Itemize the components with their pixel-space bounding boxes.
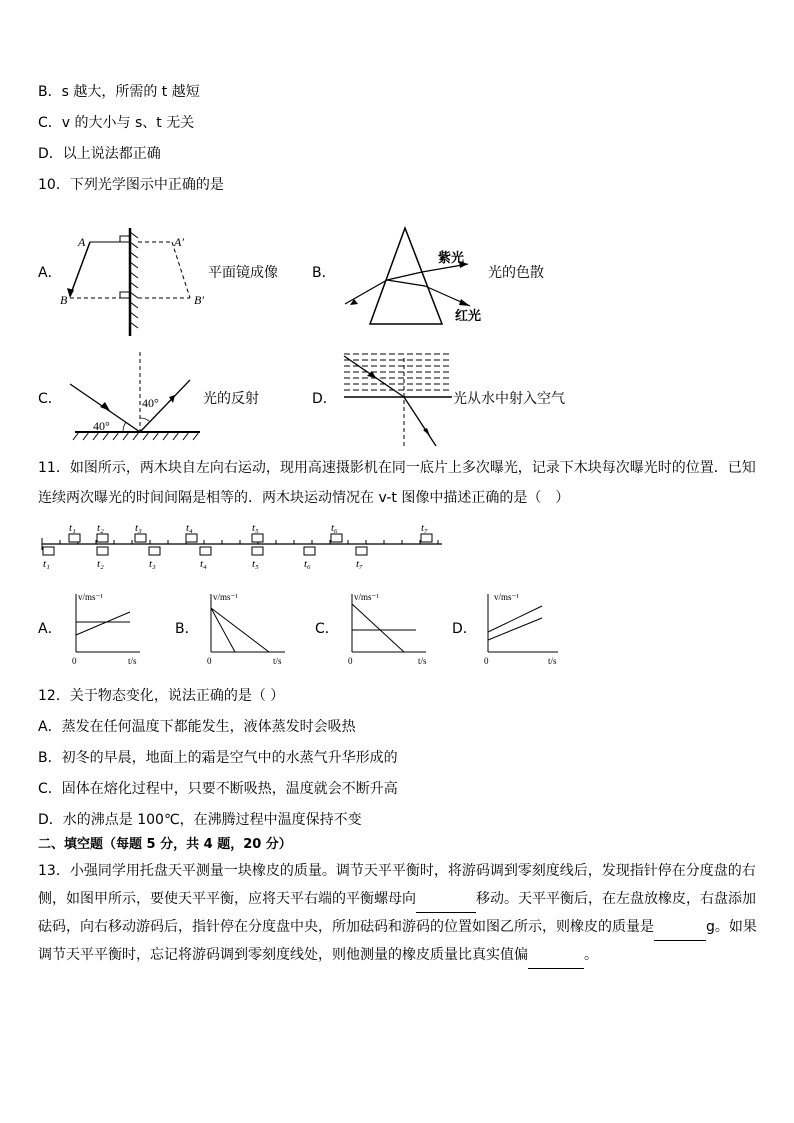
point-b-label: B [60, 293, 68, 307]
vt-graph-a [62, 590, 147, 668]
q10-c-label: C． [38, 391, 62, 407]
exposure-strip-diagram [38, 520, 448, 570]
q13-blank-3[interactable] [528, 950, 584, 969]
q12-stem: 12．关于物态变化，说法正确的是（ ） [38, 688, 285, 704]
q10-b-caption: 光的色散 [488, 265, 544, 281]
y-axis-label: v/ms⁻¹ [78, 592, 103, 602]
violet-light-label: 紫光 [438, 250, 465, 265]
q10-d-label: D． [312, 391, 337, 407]
prism-dispersion-diagram [340, 228, 490, 328]
q11-graph-a-label: A． [38, 621, 62, 637]
q11-graph-c-label: C． [315, 621, 339, 637]
bottom-time-label: t₅ [252, 558, 259, 570]
q13-paragraph [38, 857, 762, 969]
origin-label: 0 [207, 656, 212, 666]
q10-stem: 10．下列光学图示中正确的是 [38, 177, 224, 193]
q11-stem-line1: 11．如图所示，两木块自左向右运动，现用高速摄影机在同一底片上多次曝光，记录下木块每次曝光时的位置．已知 [38, 460, 756, 476]
x-axis-label: t/s [548, 656, 557, 666]
q12-option-d: D．水的沸点是 100℃，在沸腾过程中温度保持不变 [38, 812, 362, 828]
point-a-prime-label: A′ [174, 235, 184, 249]
q13-blank-1[interactable] [416, 894, 476, 913]
top-time-label: t₃ [135, 522, 142, 534]
top-time-label: t₄ [186, 522, 193, 534]
vt-graph-c [338, 590, 433, 668]
q9-option-d: D．以上说法都正确 [38, 146, 161, 162]
section-heading: 二、填空题（每题 5 分，共 4 题，20 分） [38, 837, 292, 852]
point-a-label: A [78, 235, 86, 249]
y-axis-label: v/ms⁻¹ [213, 592, 238, 602]
q11-graph-b-label: B． [175, 621, 199, 637]
q13-text-4: 。 [584, 947, 598, 963]
bottom-time-label: t₆ [304, 558, 311, 570]
q10-a-caption: 平面镜成像 [208, 265, 278, 281]
q12-option-c: C．固体在熔化过程中，只要不断吸热，温度就会不断升高 [38, 781, 398, 797]
q13-text-1: 13．小强同学用托盘天平测量一块橡皮的质量。调节天平平衡时，将游码调到零刻度线后，发现指针停在分度盘的右侧，如图甲所示，要使天平平衡，应将天平右端的平衡螺母向 [38, 863, 756, 907]
q10-a-label: A． [38, 265, 62, 281]
refraction-diagram [340, 350, 460, 450]
q12-option-b: B．初冬的早晨，地面上的霜是空气中的水蒸气升华形成的 [38, 750, 398, 766]
top-time-label: t₇ [421, 522, 428, 534]
q10-b-label: B． [312, 265, 336, 281]
q13-blank-2[interactable] [654, 922, 706, 941]
vt-graph-d [474, 590, 566, 668]
incidence-angle-label: 40° [93, 419, 110, 433]
bottom-time-label: t₂ [97, 558, 104, 570]
vt-graph-b [197, 590, 292, 668]
q11-stem-line2: 连续两次曝光的时间间隔是相等的．两木块运动情况在 v-t 图像中描述正确的是（ ） [38, 490, 570, 506]
q12-option-a: A．蒸发在任何温度下都能发生，液体蒸发时会吸热 [38, 719, 356, 735]
q13-text-2: 移动。天平平衡后，在左盘放橡皮，右盘添加砝码，向右移动游码后，指针停在分度盘中央，所加砝码和游码的位置如图乙所示，则橡皮的质量是 [38, 891, 756, 935]
top-time-label: t₁ [69, 522, 76, 534]
reflection-angle-label: 40° [142, 396, 159, 410]
point-b-prime-label: B′ [194, 293, 204, 307]
bottom-time-label: t₁ [43, 558, 50, 570]
top-time-label: t₅ [252, 522, 259, 534]
q9-option-b: B．s 越大，所需的 t 越短 [38, 84, 200, 100]
y-axis-label: v/ms⁻¹ [494, 592, 519, 602]
q13-text-3: g。如果调节天平平衡时，忘记将游码调到零刻度线处，则他测量的橡皮质量比真实值偏 [38, 919, 757, 963]
q10-d-caption: 光从水中射入空气 [453, 391, 565, 407]
bottom-time-label: t₃ [149, 558, 156, 570]
top-time-label: t₂ [97, 522, 104, 534]
reflection-diagram [65, 352, 205, 444]
q11-graph-d-label: D． [452, 621, 477, 637]
q10-c-caption: 光的反射 [203, 391, 259, 407]
origin-label: 0 [72, 656, 77, 666]
x-axis-label: t/s [128, 656, 137, 666]
plane-mirror-diagram [60, 228, 210, 338]
red-light-label: 红光 [455, 308, 482, 323]
x-axis-label: t/s [418, 656, 427, 666]
q9-option-c: C．v 的大小与 s、t 无关 [38, 115, 195, 131]
origin-label: 0 [348, 656, 353, 666]
y-axis-label: v/ms⁻¹ [354, 592, 379, 602]
top-time-label: t₆ [331, 522, 338, 534]
origin-label: 0 [484, 656, 489, 666]
bottom-time-label: t₄ [200, 558, 207, 570]
x-axis-label: t/s [273, 656, 282, 666]
bottom-time-label: t₇ [356, 558, 363, 570]
